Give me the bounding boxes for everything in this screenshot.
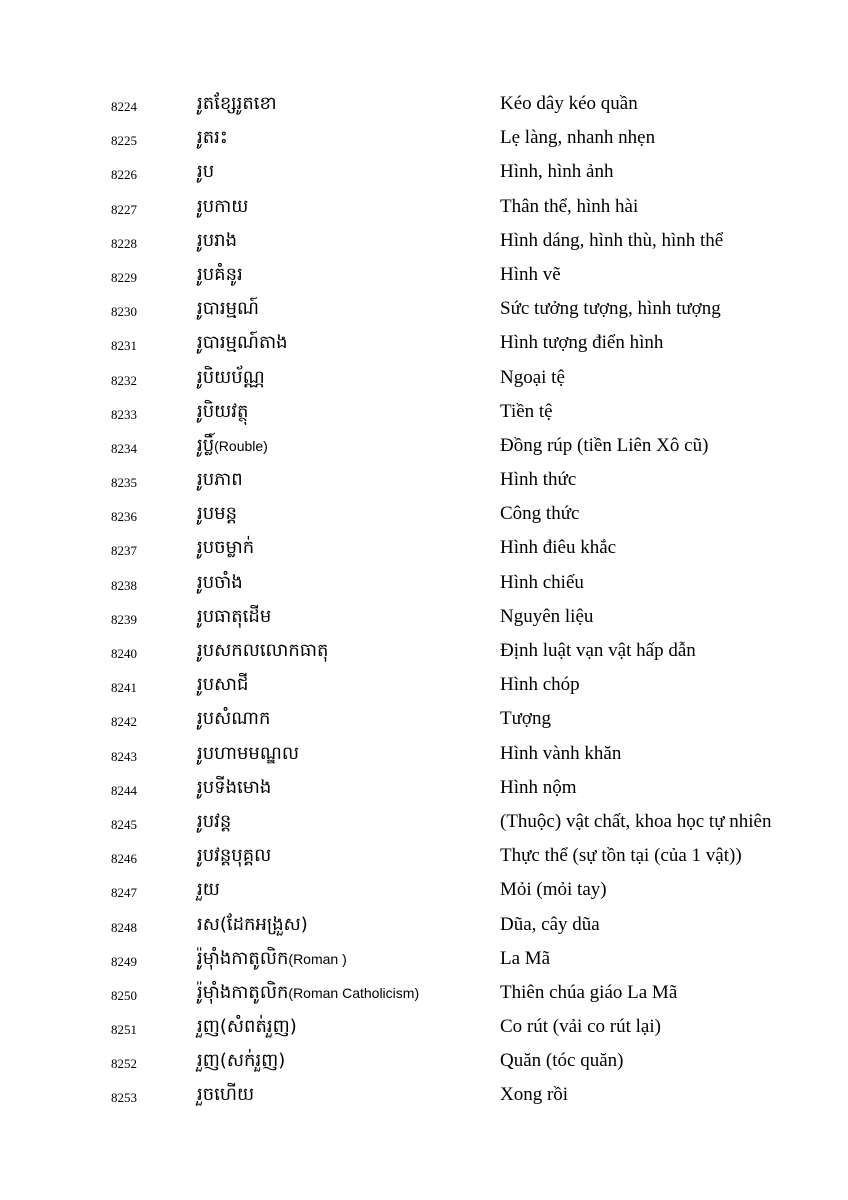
entry-number: 8246	[111, 851, 137, 867]
khmer-term	[197, 330, 288, 357]
khmer-term	[197, 980, 419, 1007]
khmer-text: រូបទីងមោង	[197, 776, 272, 798]
vietnamese-meaning: Tiền tệ	[500, 400, 553, 422]
latin-gloss: (Rouble)	[214, 437, 268, 454]
khmer-text: រ៉ូម៉ាំងកាតូលិក	[197, 947, 289, 969]
dictionary-entry	[0, 805, 848, 839]
vietnamese-meaning: (Thuộc) vật chất, khoa học tự nhiên	[500, 810, 772, 832]
khmer-text: រូបិយប័ណ្ណ	[197, 366, 265, 388]
khmer-term	[197, 467, 243, 494]
dictionary-entry	[0, 429, 848, 463]
khmer-term	[197, 194, 248, 221]
vietnamese-meaning: Thực thể (sự tồn tại (của 1 vật))	[500, 845, 742, 867]
khmer-term	[197, 228, 237, 255]
dictionary-entry	[0, 395, 848, 429]
dictionary-entry	[0, 463, 848, 497]
dictionary-entry	[0, 908, 848, 942]
khmer-text: រូប	[197, 161, 215, 183]
entry-number: 8229	[111, 269, 137, 285]
khmer-text: រួញ(សំពត់រួញ)	[197, 1016, 297, 1038]
vietnamese-meaning: Quăn (tóc quăn)	[500, 1050, 624, 1072]
entry-number: 8239	[111, 611, 137, 627]
khmer-text: រូបសំណាក	[197, 708, 271, 730]
khmer-term	[197, 125, 228, 152]
entry-number: 8245	[111, 816, 137, 832]
entry-number: 8224	[111, 99, 137, 114]
khmer-text: រូបធាតុដើម	[197, 605, 272, 627]
vietnamese-meaning: Hình vẽ	[500, 263, 561, 285]
khmer-text: រូបមន្ត	[197, 503, 237, 525]
dictionary-entry	[0, 326, 848, 360]
dictionary-entry	[0, 155, 848, 189]
vietnamese-meaning: Hình dáng, hình thù, hình thể	[500, 229, 724, 251]
khmer-term	[197, 809, 231, 836]
dictionary-entry	[0, 497, 848, 531]
entry-number: 8247	[111, 885, 137, 901]
vietnamese-meaning: Mỏi (mỏi tay)	[500, 879, 607, 901]
khmer-text: រូបសាជី	[197, 674, 249, 696]
khmer-term	[197, 946, 347, 973]
vietnamese-meaning: Hình chóp	[500, 674, 580, 696]
vietnamese-meaning: Đồng rúp (tiền Liên Xô cũ)	[500, 434, 709, 456]
khmer-text: រូប្លិ៍	[197, 434, 215, 456]
dictionary-entry	[0, 634, 848, 668]
entry-number: 8240	[111, 646, 137, 661]
vietnamese-meaning: La Mã	[500, 947, 551, 969]
khmer-text: រូតខ្សែរូតខោ	[197, 93, 277, 114]
khmer-text: រូបិយវត្ថុ	[197, 400, 249, 422]
vietnamese-meaning: Công thức	[500, 503, 580, 525]
entry-number: 8248	[111, 919, 137, 935]
vietnamese-meaning: Hình, hình ảnh	[500, 161, 614, 183]
vietnamese-meaning: Nguyên liệu	[500, 605, 594, 627]
khmer-term	[197, 399, 248, 426]
khmer-term	[197, 262, 243, 289]
khmer-text: រូតរះ	[197, 127, 228, 149]
vietnamese-meaning: Định luật vạn vật hấp dẫn	[500, 640, 696, 661]
entry-number: 8228	[111, 235, 137, 251]
dictionary-entry	[0, 702, 848, 736]
khmer-term	[197, 706, 270, 733]
khmer-term	[197, 91, 277, 118]
khmer-text: រូបារម្មណ៍តាង	[197, 332, 288, 354]
khmer-text: រូបចម្លាក់	[197, 537, 255, 559]
dictionary-entry	[0, 668, 848, 702]
dictionary-entry	[0, 87, 848, 121]
dictionary-entry	[0, 1078, 848, 1112]
khmer-text: រស(ដែកអង្រួស)	[197, 913, 308, 935]
dictionary-list	[0, 87, 848, 1113]
khmer-text: រូបរាង	[197, 229, 237, 251]
dictionary-entry	[0, 771, 848, 805]
vietnamese-meaning: Hình thức	[500, 469, 577, 491]
vietnamese-meaning: Tượng	[500, 708, 551, 730]
entry-number: 8238	[111, 577, 137, 593]
khmer-term	[197, 365, 265, 392]
entry-number: 8242	[111, 714, 137, 730]
vietnamese-meaning: Hình vành khăn	[500, 742, 622, 764]
khmer-term	[197, 638, 328, 665]
dictionary-entry	[0, 121, 848, 155]
entry-number: 8232	[111, 372, 137, 388]
entry-number: 8234	[111, 440, 137, 456]
khmer-term	[197, 433, 268, 460]
dictionary-entry	[0, 873, 848, 907]
entry-number: 8244	[111, 782, 137, 798]
entry-number: 8236	[111, 509, 137, 525]
dictionary-entry	[0, 600, 848, 634]
khmer-text: រូបភាព	[197, 469, 243, 491]
vietnamese-meaning: Co rút (vải co rút lại)	[500, 1016, 661, 1038]
dictionary-entry	[0, 190, 848, 224]
khmer-text: រូបសកលលោកធាតុ	[197, 640, 329, 661]
khmer-term	[197, 877, 220, 904]
entry-number: 8237	[111, 543, 137, 559]
dictionary-entry	[0, 1010, 848, 1044]
latin-gloss: (Roman Catholicism)	[288, 984, 420, 1001]
entry-number: 8253	[111, 1090, 137, 1106]
khmer-text: រ៉ូម៉ាំងកាតូលិក	[197, 981, 289, 1003]
khmer-term	[197, 775, 271, 802]
khmer-text: រូបគំនូរ	[197, 263, 243, 285]
entry-number: 8231	[111, 338, 137, 354]
dictionary-entry	[0, 737, 848, 771]
khmer-term	[197, 604, 271, 631]
dictionary-entry	[0, 361, 848, 395]
khmer-term	[197, 1048, 285, 1075]
latin-gloss: (Roman )	[288, 950, 347, 967]
khmer-text: រូបវន្តបុគ្គល	[197, 845, 272, 867]
khmer-term	[197, 1082, 254, 1109]
khmer-term	[197, 843, 271, 870]
entry-number: 8250	[111, 987, 137, 1003]
vietnamese-meaning: Kéo dây kéo quần	[500, 93, 638, 114]
vietnamese-meaning: Xong rồi	[500, 1084, 569, 1106]
khmer-term	[197, 296, 259, 323]
vietnamese-meaning: Hình điêu khắc	[500, 537, 617, 559]
entry-number: 8226	[111, 167, 137, 183]
khmer-term	[197, 535, 254, 562]
vietnamese-meaning: Hình nộm	[500, 776, 577, 798]
khmer-text: រូបកាយ	[197, 195, 249, 217]
vietnamese-meaning: Thiên chúa giáo La Mã	[500, 981, 678, 1003]
entry-number: 8243	[111, 748, 137, 764]
khmer-text: រួចហើយ	[197, 1084, 255, 1106]
dictionary-entry	[0, 258, 848, 292]
entry-number: 8230	[111, 304, 137, 320]
khmer-text: រូបហាមមណ្ឌល	[197, 742, 299, 764]
entry-number: 8227	[111, 201, 137, 217]
dictionary-entry	[0, 531, 848, 565]
khmer-text: រូបារម្មណ៍	[197, 298, 259, 320]
entry-number: 8252	[111, 1056, 137, 1072]
entry-number: 8225	[111, 133, 137, 149]
vietnamese-meaning: Lẹ làng, nhanh nhẹn	[500, 127, 656, 149]
khmer-term	[197, 672, 248, 699]
vietnamese-meaning: Hình chiếu	[500, 571, 584, 593]
khmer-term	[197, 912, 308, 939]
khmer-text: រួញ(សក់រួញ)	[197, 1050, 286, 1072]
entry-number: 8249	[111, 953, 137, 969]
khmer-term	[197, 159, 214, 186]
khmer-text: រួយ	[197, 879, 220, 901]
khmer-term	[197, 570, 243, 597]
entry-number: 8241	[111, 680, 137, 696]
vietnamese-meaning: Hình tượng điển hình	[500, 332, 664, 354]
entry-number: 8233	[111, 406, 137, 422]
vietnamese-meaning: Dũa, cây dũa	[500, 913, 600, 935]
khmer-term	[197, 501, 237, 528]
vietnamese-meaning: Thân thể, hình hài	[500, 195, 639, 217]
dictionary-entry	[0, 224, 848, 258]
dictionary-entry	[0, 976, 848, 1010]
entry-number: 8251	[111, 1022, 137, 1038]
vietnamese-meaning: Ngoại tệ	[500, 366, 565, 388]
entry-number: 8235	[111, 475, 137, 491]
khmer-term	[197, 1014, 297, 1041]
vietnamese-meaning: Sức tưởng tượng, hình tượng	[500, 298, 721, 320]
khmer-term	[197, 741, 299, 768]
dictionary-entry	[0, 566, 848, 600]
dictionary-entry	[0, 942, 848, 976]
dictionary-entry	[0, 292, 848, 326]
khmer-text: រូបចាំង	[197, 571, 243, 593]
dictionary-entry	[0, 839, 848, 873]
dictionary-entry	[0, 1044, 848, 1078]
khmer-text: រូបវន្ត	[197, 810, 232, 832]
